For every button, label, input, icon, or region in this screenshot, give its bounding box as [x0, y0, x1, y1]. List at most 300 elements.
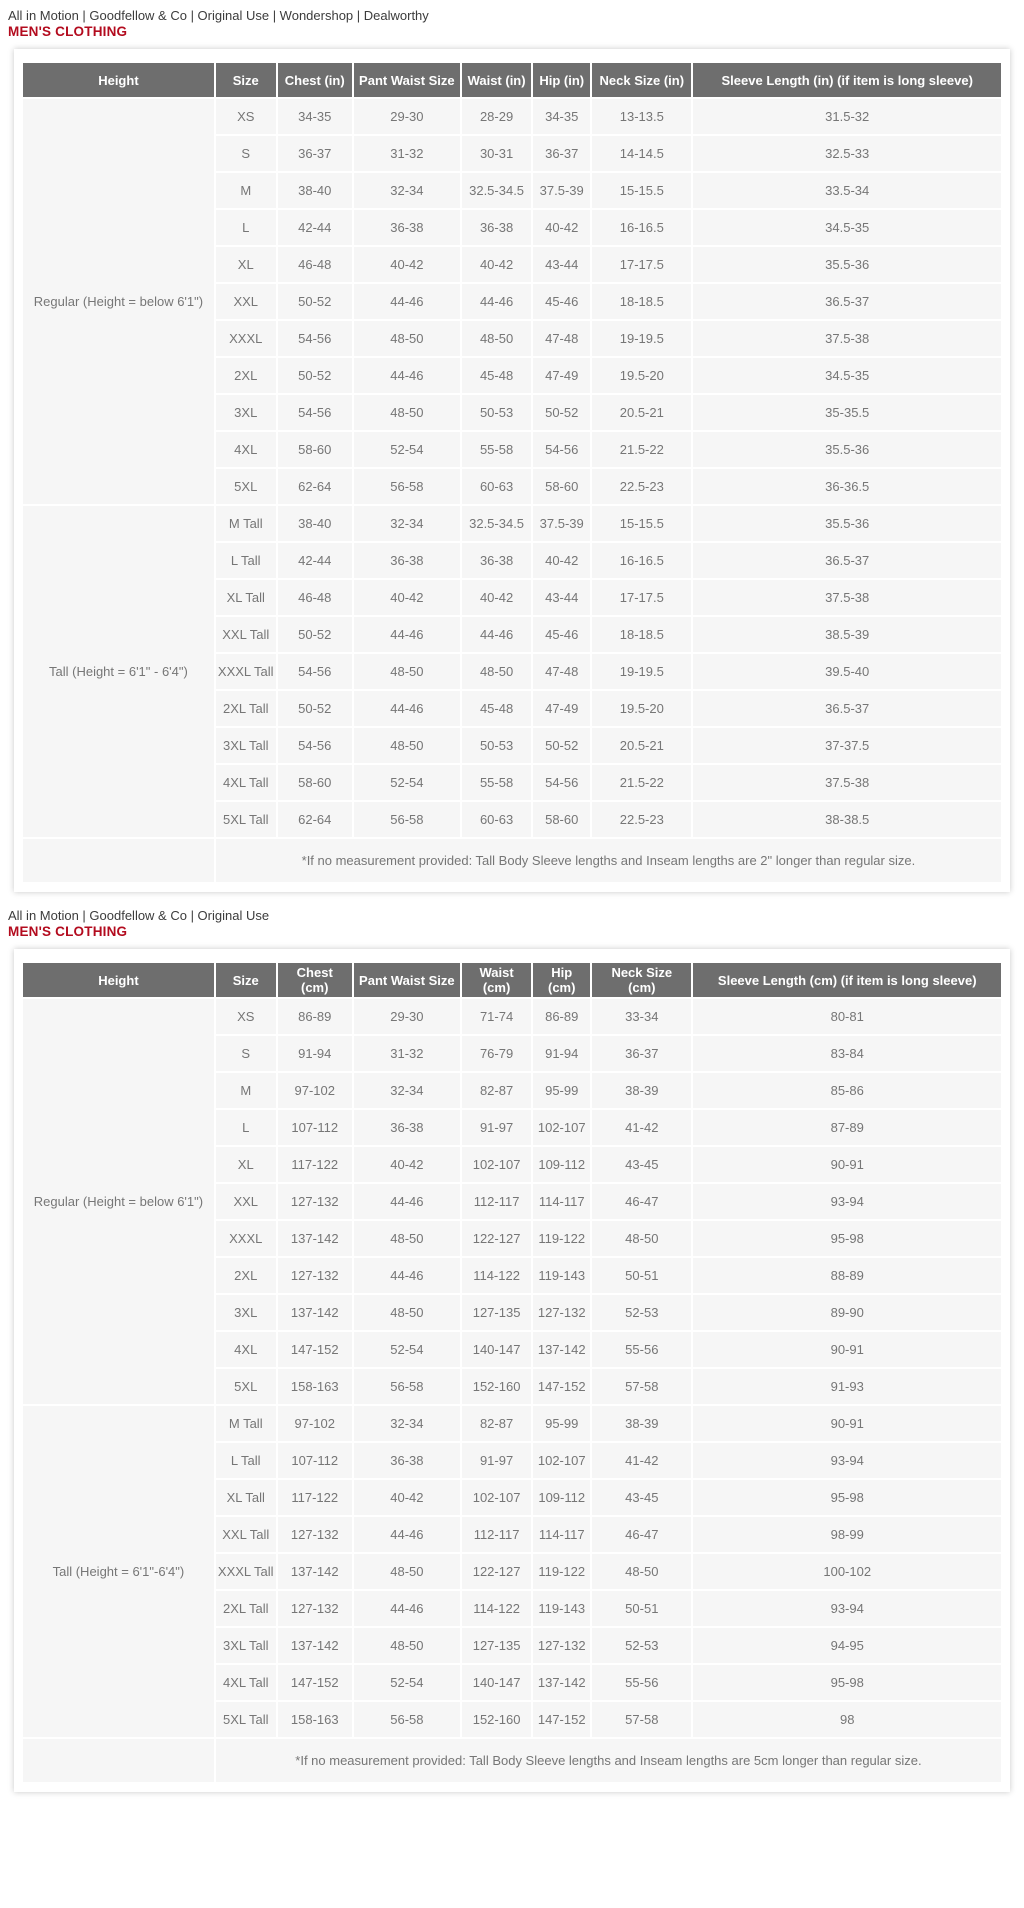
measurement-cell: 54-56 — [278, 395, 352, 430]
measurement-cell: 37.5-38 — [693, 580, 1001, 615]
measurement-cell: 44-46 — [354, 284, 460, 319]
measurement-cell: 16-16.5 — [592, 210, 691, 245]
measurement-cell: 36-38 — [354, 1110, 460, 1145]
measurement-cell: 137-142 — [278, 1554, 352, 1589]
measurement-cell: 36-36.5 — [693, 469, 1001, 504]
measurement-cell: 46-48 — [278, 580, 352, 615]
measurement-cell: 39.5-40 — [693, 654, 1001, 689]
measurement-cell: 32-34 — [354, 506, 460, 541]
column-header: Pant Waist Size — [354, 963, 460, 997]
measurement-cell: 56-58 — [354, 802, 460, 837]
brand-list: All in Motion | Goodfellow & Co | Original Use | Wondershop | Dealworthy — [8, 8, 429, 23]
size-cell: XL — [216, 1147, 276, 1182]
section-heading — [8, 8, 1024, 40]
size-cell: XXXL — [216, 321, 276, 356]
measurement-cell: 119-122 — [533, 1221, 590, 1256]
measurement-cell: 40-42 — [354, 247, 460, 282]
size-cell: XS — [216, 99, 276, 134]
measurement-cell: 20.5-21 — [592, 395, 691, 430]
size-cell: XXL — [216, 1184, 276, 1219]
header-row — [23, 963, 1001, 997]
column-header: Height — [23, 963, 214, 997]
measurement-cell: 58-60 — [278, 432, 352, 467]
size-cell: 3XL Tall — [216, 728, 276, 763]
measurement-cell: 36-37 — [592, 1036, 691, 1071]
measurement-cell: 21.5-22 — [592, 432, 691, 467]
measurement-cell: 58-60 — [278, 765, 352, 800]
measurement-cell: 91-97 — [462, 1110, 531, 1145]
measurement-cell: 88-89 — [693, 1258, 1001, 1293]
measurement-cell: 30-31 — [462, 136, 531, 171]
measurement-cell: 50-51 — [592, 1591, 691, 1626]
measurement-cell: 34.5-35 — [693, 358, 1001, 393]
footnote: *If no measurement provided: Tall Body Sleeve lengths and Inseam lengths are 5cm longer than regular size. — [216, 1739, 1001, 1782]
measurement-cell: 13-13.5 — [592, 99, 691, 134]
size-cell: XXXL Tall — [216, 654, 276, 689]
measurement-cell: 34.5-35 — [693, 210, 1001, 245]
measurement-cell: 114-117 — [533, 1184, 590, 1219]
measurement-cell: 42-44 — [278, 543, 352, 578]
size-cell: M Tall — [216, 1406, 276, 1441]
measurement-cell: 45-48 — [462, 358, 531, 393]
measurement-cell: 36-38 — [354, 1443, 460, 1478]
column-header: Chest (cm) — [278, 963, 352, 997]
measurement-cell: 31-32 — [354, 136, 460, 171]
measurement-cell: 95-99 — [533, 1406, 590, 1441]
measurement-cell: 152-160 — [462, 1369, 531, 1404]
measurement-cell: 14-14.5 — [592, 136, 691, 171]
measurement-cell: 44-46 — [354, 1184, 460, 1219]
column-header: Neck Size (cm) — [592, 963, 691, 997]
measurement-cell: 40-42 — [354, 1147, 460, 1182]
measurement-cell: 44-46 — [462, 617, 531, 652]
size-cell: XXL Tall — [216, 1517, 276, 1552]
size-cell: S — [216, 136, 276, 171]
measurement-cell: 46-47 — [592, 1517, 691, 1552]
size-cell: 3XL Tall — [216, 1628, 276, 1663]
measurement-cell: 90-91 — [693, 1147, 1001, 1182]
measurement-cell: 117-122 — [278, 1147, 352, 1182]
measurement-cell: 80-81 — [693, 999, 1001, 1034]
measurement-cell: 19.5-20 — [592, 691, 691, 726]
measurement-cell: 140-147 — [462, 1332, 531, 1367]
measurement-cell: 34-35 — [278, 99, 352, 134]
measurement-cell: 50-52 — [278, 358, 352, 393]
column-header: Hip (in) — [533, 63, 590, 97]
measurement-cell: 36.5-37 — [693, 543, 1001, 578]
measurement-cell: 82-87 — [462, 1406, 531, 1441]
measurement-cell: 95-98 — [693, 1221, 1001, 1256]
measurement-cell: 152-160 — [462, 1702, 531, 1737]
measurement-cell: 98-99 — [693, 1517, 1001, 1552]
size-cell: L Tall — [216, 543, 276, 578]
height-group-cell: Regular (Height = below 6'1") — [23, 999, 214, 1404]
measurement-cell: 137-142 — [278, 1221, 352, 1256]
footnote: *If no measurement provided: Tall Body Sleeve lengths and Inseam lengths are 2" longer than regular size. — [216, 839, 1001, 882]
measurement-cell: 102-107 — [533, 1110, 590, 1145]
measurement-cell: 44-46 — [354, 1258, 460, 1293]
measurement-cell: 37.5-38 — [693, 321, 1001, 356]
measurement-cell: 50-53 — [462, 395, 531, 430]
measurement-cell: 147-152 — [278, 1332, 352, 1367]
measurement-cell: 107-112 — [278, 1443, 352, 1478]
measurement-cell: 55-56 — [592, 1332, 691, 1367]
category-title: MEN'S CLOTHING — [8, 24, 128, 39]
measurement-cell: 44-46 — [354, 358, 460, 393]
measurement-cell: 36-37 — [278, 136, 352, 171]
column-header: Sleeve Length (in) (if item is long sleeve) — [693, 63, 1001, 97]
measurement-cell: 90-91 — [693, 1406, 1001, 1441]
size-cell: 2XL — [216, 1258, 276, 1293]
column-header: Size — [216, 63, 276, 97]
footnote-spacer — [23, 839, 214, 882]
measurement-cell: 58-60 — [533, 802, 590, 837]
measurement-cell: 71-74 — [462, 999, 531, 1034]
measurement-cell: 98 — [693, 1702, 1001, 1737]
size-cell: XS — [216, 999, 276, 1034]
measurement-cell: 40-42 — [462, 247, 531, 282]
measurement-cell: 93-94 — [693, 1184, 1001, 1219]
measurement-cell: 87-89 — [693, 1110, 1001, 1145]
size-cell: 5XL Tall — [216, 1702, 276, 1737]
measurement-cell: 29-30 — [354, 99, 460, 134]
measurement-cell: 50-52 — [278, 617, 352, 652]
measurement-cell: 57-58 — [592, 1369, 691, 1404]
measurement-cell: 46-47 — [592, 1184, 691, 1219]
measurement-cell: 52-53 — [592, 1295, 691, 1330]
measurement-cell: 47-49 — [533, 358, 590, 393]
measurement-cell: 44-46 — [462, 284, 531, 319]
measurement-cell: 48-50 — [462, 321, 531, 356]
measurement-cell: 52-54 — [354, 1332, 460, 1367]
measurement-cell: 114-122 — [462, 1258, 531, 1293]
measurement-cell: 18-18.5 — [592, 284, 691, 319]
measurement-cell: 44-46 — [354, 691, 460, 726]
measurement-cell: 32-34 — [354, 1406, 460, 1441]
measurement-cell: 76-79 — [462, 1036, 531, 1071]
measurement-cell: 54-56 — [278, 728, 352, 763]
measurement-cell: 86-89 — [278, 999, 352, 1034]
size-cell: 4XL Tall — [216, 765, 276, 800]
measurement-cell: 45-46 — [533, 284, 590, 319]
size-cell: S — [216, 1036, 276, 1071]
measurement-cell: 18-18.5 — [592, 617, 691, 652]
measurement-cell: 117-122 — [278, 1480, 352, 1515]
size-cell: 3XL — [216, 395, 276, 430]
measurement-cell: 17-17.5 — [592, 247, 691, 282]
size-cell: 5XL Tall — [216, 802, 276, 837]
measurement-cell: 33.5-34 — [693, 173, 1001, 208]
size-cell: XL Tall — [216, 580, 276, 615]
measurement-cell: 38-40 — [278, 173, 352, 208]
measurement-cell: 57-58 — [592, 1702, 691, 1737]
measurement-cell: 37.5-39 — [533, 506, 590, 541]
measurement-cell: 119-143 — [533, 1591, 590, 1626]
measurement-cell: 19-19.5 — [592, 321, 691, 356]
measurement-cell: 94-95 — [693, 1628, 1001, 1663]
measurement-cell: 137-142 — [278, 1295, 352, 1330]
measurement-cell: 36.5-37 — [693, 284, 1001, 319]
measurement-cell: 56-58 — [354, 469, 460, 504]
measurement-cell: 147-152 — [278, 1665, 352, 1700]
measurement-cell: 50-51 — [592, 1258, 691, 1293]
measurement-cell: 95-98 — [693, 1665, 1001, 1700]
table-row — [23, 99, 1001, 134]
measurement-cell: 43-45 — [592, 1480, 691, 1515]
size-chart-table-inches — [21, 61, 1003, 884]
measurement-cell: 48-50 — [354, 321, 460, 356]
measurement-cell: 38-39 — [592, 1406, 691, 1441]
size-cell: L Tall — [216, 1443, 276, 1478]
measurement-cell: 85-86 — [693, 1073, 1001, 1108]
measurement-cell: 32-34 — [354, 173, 460, 208]
brand-list: All in Motion | Goodfellow & Co | Original Use — [8, 908, 270, 923]
measurement-cell: 36-38 — [462, 543, 531, 578]
measurement-cell: 137-142 — [278, 1628, 352, 1663]
size-cell: 5XL — [216, 469, 276, 504]
measurement-cell: 38-38.5 — [693, 802, 1001, 837]
measurement-cell: 32-34 — [354, 1073, 460, 1108]
measurement-cell: 114-122 — [462, 1591, 531, 1626]
measurement-cell: 55-56 — [592, 1665, 691, 1700]
measurement-cell: 28-29 — [462, 99, 531, 134]
measurement-cell: 89-90 — [693, 1295, 1001, 1330]
section-heading — [8, 908, 1024, 940]
measurement-cell: 54-56 — [533, 432, 590, 467]
measurement-cell: 109-112 — [533, 1147, 590, 1182]
measurement-cell: 15-15.5 — [592, 506, 691, 541]
measurement-cell: 31-32 — [354, 1036, 460, 1071]
measurement-cell: 20.5-21 — [592, 728, 691, 763]
measurement-cell: 38-40 — [278, 506, 352, 541]
measurement-cell: 127-135 — [462, 1628, 531, 1663]
measurement-cell: 86-89 — [533, 999, 590, 1034]
measurement-cell: 40-42 — [354, 580, 460, 615]
measurement-cell: 47-49 — [533, 691, 590, 726]
measurement-cell: 62-64 — [278, 469, 352, 504]
measurement-cell: 90-91 — [693, 1332, 1001, 1367]
size-cell: XXXL Tall — [216, 1554, 276, 1589]
measurement-cell: 31.5-32 — [693, 99, 1001, 134]
measurement-cell: 44-46 — [354, 1591, 460, 1626]
measurement-cell: 93-94 — [693, 1591, 1001, 1626]
footnote-row — [23, 839, 1001, 882]
measurement-cell: 50-52 — [533, 395, 590, 430]
size-chart-card — [14, 49, 1010, 892]
measurement-cell: 36-38 — [354, 543, 460, 578]
height-group-cell: Regular (Height = below 6'1") — [23, 99, 214, 504]
measurement-cell: 100-102 — [693, 1554, 1001, 1589]
footnote-spacer — [23, 1739, 214, 1782]
measurement-cell: 48-50 — [354, 1554, 460, 1589]
size-cell: XXL Tall — [216, 617, 276, 652]
measurement-cell: 19-19.5 — [592, 654, 691, 689]
measurement-cell: 32.5-34.5 — [462, 506, 531, 541]
table-row — [23, 999, 1001, 1034]
measurement-cell: 127-132 — [533, 1295, 590, 1330]
measurement-cell: 122-127 — [462, 1554, 531, 1589]
size-chart-section-inches — [0, 8, 1024, 892]
measurement-cell: 50-53 — [462, 728, 531, 763]
measurement-cell: 42-44 — [278, 210, 352, 245]
measurement-cell: 52-54 — [354, 1665, 460, 1700]
measurement-cell: 119-122 — [533, 1554, 590, 1589]
measurement-cell: 38.5-39 — [693, 617, 1001, 652]
size-cell: L — [216, 210, 276, 245]
measurement-cell: 91-94 — [278, 1036, 352, 1071]
measurement-cell: 43-44 — [533, 580, 590, 615]
measurement-cell: 38-39 — [592, 1073, 691, 1108]
measurement-cell: 50-52 — [278, 691, 352, 726]
measurement-cell: 52-54 — [354, 432, 460, 467]
measurement-cell: 95-99 — [533, 1073, 590, 1108]
measurement-cell: 44-46 — [354, 617, 460, 652]
column-header: Size — [216, 963, 276, 997]
column-header: Neck Size (in) — [592, 63, 691, 97]
measurement-cell: 35-35.5 — [693, 395, 1001, 430]
size-cell: L — [216, 1110, 276, 1145]
measurement-cell: 91-93 — [693, 1369, 1001, 1404]
measurement-cell: 62-64 — [278, 802, 352, 837]
measurement-cell: 60-63 — [462, 802, 531, 837]
measurement-cell: 102-107 — [462, 1147, 531, 1182]
measurement-cell: 35.5-36 — [693, 247, 1001, 282]
measurement-cell: 48-50 — [354, 654, 460, 689]
measurement-cell: 36.5-37 — [693, 691, 1001, 726]
measurement-cell: 44-46 — [354, 1517, 460, 1552]
measurement-cell: 46-48 — [278, 247, 352, 282]
measurement-cell: 43-45 — [592, 1147, 691, 1182]
measurement-cell: 127-135 — [462, 1295, 531, 1330]
measurement-cell: 36-37 — [533, 136, 590, 171]
measurement-cell: 22.5-23 — [592, 469, 691, 504]
measurement-cell: 32.5-34.5 — [462, 173, 531, 208]
category-title: MEN'S CLOTHING — [8, 924, 128, 939]
measurement-cell: 48-50 — [354, 1628, 460, 1663]
column-header: Height — [23, 63, 214, 97]
measurement-cell: 43-44 — [533, 247, 590, 282]
measurement-cell: 17-17.5 — [592, 580, 691, 615]
measurement-cell: 55-58 — [462, 765, 531, 800]
measurement-cell: 107-112 — [278, 1110, 352, 1145]
measurement-cell: 41-42 — [592, 1110, 691, 1145]
measurement-cell: 54-56 — [278, 321, 352, 356]
measurement-cell: 140-147 — [462, 1665, 531, 1700]
measurement-cell: 54-56 — [278, 654, 352, 689]
header-row — [23, 63, 1001, 97]
measurement-cell: 16-16.5 — [592, 543, 691, 578]
measurement-cell: 37-37.5 — [693, 728, 1001, 763]
measurement-cell: 55-58 — [462, 432, 531, 467]
measurement-cell: 93-94 — [693, 1443, 1001, 1478]
measurement-cell: 91-97 — [462, 1443, 531, 1478]
measurement-cell: 147-152 — [533, 1702, 590, 1737]
size-cell: 4XL Tall — [216, 1665, 276, 1700]
measurement-cell: 40-42 — [533, 210, 590, 245]
table-row — [23, 506, 1001, 541]
measurement-cell: 47-48 — [533, 321, 590, 356]
measurement-cell: 50-52 — [533, 728, 590, 763]
measurement-cell: 19.5-20 — [592, 358, 691, 393]
measurement-cell: 40-42 — [354, 1480, 460, 1515]
measurement-cell: 112-117 — [462, 1517, 531, 1552]
measurement-cell: 147-152 — [533, 1369, 590, 1404]
measurement-cell: 33-34 — [592, 999, 691, 1034]
measurement-cell: 137-142 — [533, 1665, 590, 1700]
measurement-cell: 48-50 — [354, 395, 460, 430]
size-chart-table-cm — [21, 961, 1003, 1784]
measurement-cell: 36-38 — [354, 210, 460, 245]
size-cell: 4XL — [216, 432, 276, 467]
measurement-cell: 35.5-36 — [693, 432, 1001, 467]
measurement-cell: 127-132 — [278, 1258, 352, 1293]
measurement-cell: 137-142 — [533, 1332, 590, 1367]
measurement-cell: 112-117 — [462, 1184, 531, 1219]
measurement-cell: 22.5-23 — [592, 802, 691, 837]
size-chart-section-cm — [0, 908, 1024, 1792]
measurement-cell: 114-117 — [533, 1517, 590, 1552]
measurement-cell: 102-107 — [533, 1443, 590, 1478]
measurement-cell: 52-54 — [354, 765, 460, 800]
size-cell: M — [216, 173, 276, 208]
measurement-cell: 21.5-22 — [592, 765, 691, 800]
measurement-cell: 56-58 — [354, 1369, 460, 1404]
size-cell: 3XL — [216, 1295, 276, 1330]
measurement-cell: 119-143 — [533, 1258, 590, 1293]
measurement-cell: 32.5-33 — [693, 136, 1001, 171]
size-cell: XL Tall — [216, 1480, 276, 1515]
size-cell: XXXL — [216, 1221, 276, 1256]
measurement-cell: 48-50 — [354, 1221, 460, 1256]
size-cell: 2XL — [216, 358, 276, 393]
size-cell: 4XL — [216, 1332, 276, 1367]
measurement-cell: 102-107 — [462, 1480, 531, 1515]
measurement-cell: 48-50 — [462, 654, 531, 689]
measurement-cell: 45-46 — [533, 617, 590, 652]
measurement-cell: 97-102 — [278, 1073, 352, 1108]
measurement-cell: 158-163 — [278, 1369, 352, 1404]
measurement-cell: 48-50 — [592, 1554, 691, 1589]
column-header: Sleeve Length (cm) (if item is long sleeve) — [693, 963, 1001, 997]
measurement-cell: 37.5-38 — [693, 765, 1001, 800]
size-cell: M Tall — [216, 506, 276, 541]
column-header: Chest (in) — [278, 63, 352, 97]
measurement-cell: 127-132 — [278, 1517, 352, 1552]
measurement-cell: 83-84 — [693, 1036, 1001, 1071]
measurement-cell: 54-56 — [533, 765, 590, 800]
measurement-cell: 37.5-39 — [533, 173, 590, 208]
measurement-cell: 52-53 — [592, 1628, 691, 1663]
measurement-cell: 122-127 — [462, 1221, 531, 1256]
measurement-cell: 58-60 — [533, 469, 590, 504]
measurement-cell: 50-52 — [278, 284, 352, 319]
measurement-cell: 158-163 — [278, 1702, 352, 1737]
size-cell: M — [216, 1073, 276, 1108]
height-group-cell: Tall (Height = 6'1"-6'4") — [23, 1406, 214, 1737]
measurement-cell: 40-42 — [533, 543, 590, 578]
measurement-cell: 56-58 — [354, 1702, 460, 1737]
size-cell: XL — [216, 247, 276, 282]
height-group-cell: Tall (Height = 6'1" - 6'4") — [23, 506, 214, 837]
measurement-cell: 34-35 — [533, 99, 590, 134]
measurement-cell: 82-87 — [462, 1073, 531, 1108]
size-chart-card — [14, 949, 1010, 1792]
measurement-cell: 48-50 — [354, 728, 460, 763]
measurement-cell: 41-42 — [592, 1443, 691, 1478]
measurement-cell: 15-15.5 — [592, 173, 691, 208]
measurement-cell: 36-38 — [462, 210, 531, 245]
table-row — [23, 1406, 1001, 1441]
